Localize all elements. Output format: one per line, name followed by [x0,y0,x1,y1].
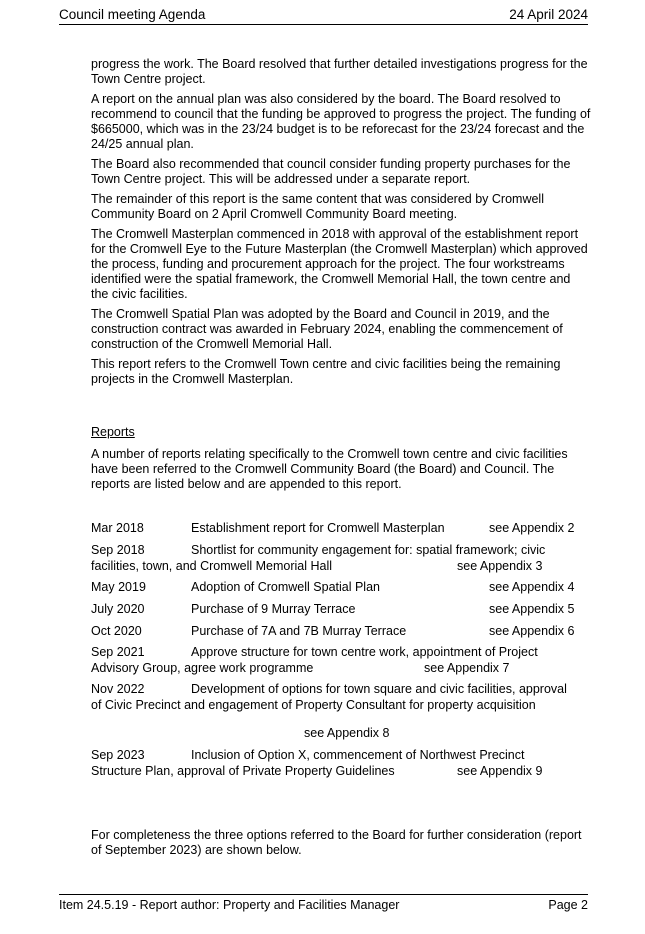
page-header [59,6,588,24]
report-description-continued: Structure Plan, approval of Private Property Guidelines [91,764,395,778]
report-date: May 2019 [91,580,146,594]
report-date: July 2020 [91,602,145,616]
report-appendix: see Appendix 9 [457,764,543,778]
report-row [91,602,591,618]
report-date: Oct 2020 [91,624,142,638]
report-date: Sep 2023 [91,748,145,762]
report-date: Sep 2018 [91,543,145,557]
report-appendix: see Appendix 5 [489,602,575,616]
report-appendix: see Appendix 2 [489,521,575,535]
paragraph: The Board also recommended that council consider funding property purchases for the Town Centre project. This will be addressed under a separate report. [91,157,571,186]
report-description: Development of options for town square and civic facilities, approval [191,682,567,696]
header-divider [59,24,588,25]
report-appendix: see Appendix 7 [424,661,510,675]
footer-divider [59,894,588,895]
body-paragraphs [91,57,591,392]
report-row [91,645,591,675]
paragraph: This report refers to the Cromwell Town centre and civic facilities being the remaining projects in the Cromwell Masterplan. [91,357,561,386]
report-appendix: see Appendix 6 [489,624,575,638]
report-author: Item 24.5.19 - Report author: Property and Facilities Manager [59,898,400,912]
document-title: Council meeting Agenda [59,7,206,22]
paragraph: progress the work. The Board resolved that further detailed investigations progress for the Town Centre project. [91,57,588,86]
report-description-continued: facilities, town, and Cromwell Memorial Hall [91,559,333,573]
report-row [91,748,591,778]
report-description: Establishment report for Cromwell Masterplan [191,521,445,535]
report-description: Approve structure for town centre work, appointment of Project [191,645,538,659]
report-description: Inclusion of Option X, commencement of Northwest Precinct [191,748,525,762]
paragraph: The Cromwell Spatial Plan was adopted by the Board and Council in 2019, and the construction contract was awarded in February 2024, enabling the commencement of construction of the Cromwell Memorial Hall. [91,307,563,351]
report-description: Adoption of Cromwell Spatial Plan [191,580,380,594]
reports-heading: Reports [91,425,135,439]
report-description-continued: of Civic Precinct and engagement of Property Consultant for property acquisition [91,698,536,712]
paragraph: The Cromwell Masterplan commenced in 2018 with approval of the establishment report for the Cromwell Eye to the Future Masterplan (the Cromwell Masterplan) which approved the process, funding and procurement approach for the project. The four workstreams identified were the spatial framework, the Cromwell Memorial Hall, the town centre and the civic facilities. [91,227,588,301]
report-date: Mar 2018 [91,521,144,535]
report-appendix: see Appendix 8 [304,726,390,740]
report-appendix: see Appendix 4 [489,580,575,594]
report-row [91,580,591,596]
report-description-continued: Advisory Group, agree work programme [91,661,314,675]
report-appendix: see Appendix 3 [457,559,543,573]
report-date: Sep 2021 [91,645,145,659]
reports-intro: A number of reports relating specifically to the Cromwell town centre and civic facilities have been referred to the Cromwell Community Board (the Board) and Council. The reports are listed below and are appended to this report. [91,447,568,491]
report-date: Nov 2022 [91,682,145,696]
report-description: Shortlist for community engagement for: spatial framework; civic [191,543,546,557]
paragraph: The remainder of this report is the same content that was considered by Cromwell Community Board on 2 April Cromwell Community Board meeting. [91,192,544,221]
page-number: Page 2 [548,898,588,912]
report-row [91,624,591,640]
report-row [91,521,591,537]
report-description: Purchase of 7A and 7B Murray Terrace [191,624,407,638]
report-row [91,543,591,573]
report-description: Purchase of 9 Murray Terrace [191,602,356,616]
closing-paragraph: For completeness the three options referred to the Board for further consideration (report of September 2023) are shown below. [91,828,582,857]
meeting-date: 24 April 2024 [509,7,588,22]
paragraph: A report on the annual plan was also considered by the board. The Board resolved to recommend to council that the funding be approved to progress the project. The funding of $665000, which was in the 23/24 budget is to be reforecast for the 23/24 forecast and the 24/25 annual plan. [91,92,591,151]
report-row [91,682,591,712]
